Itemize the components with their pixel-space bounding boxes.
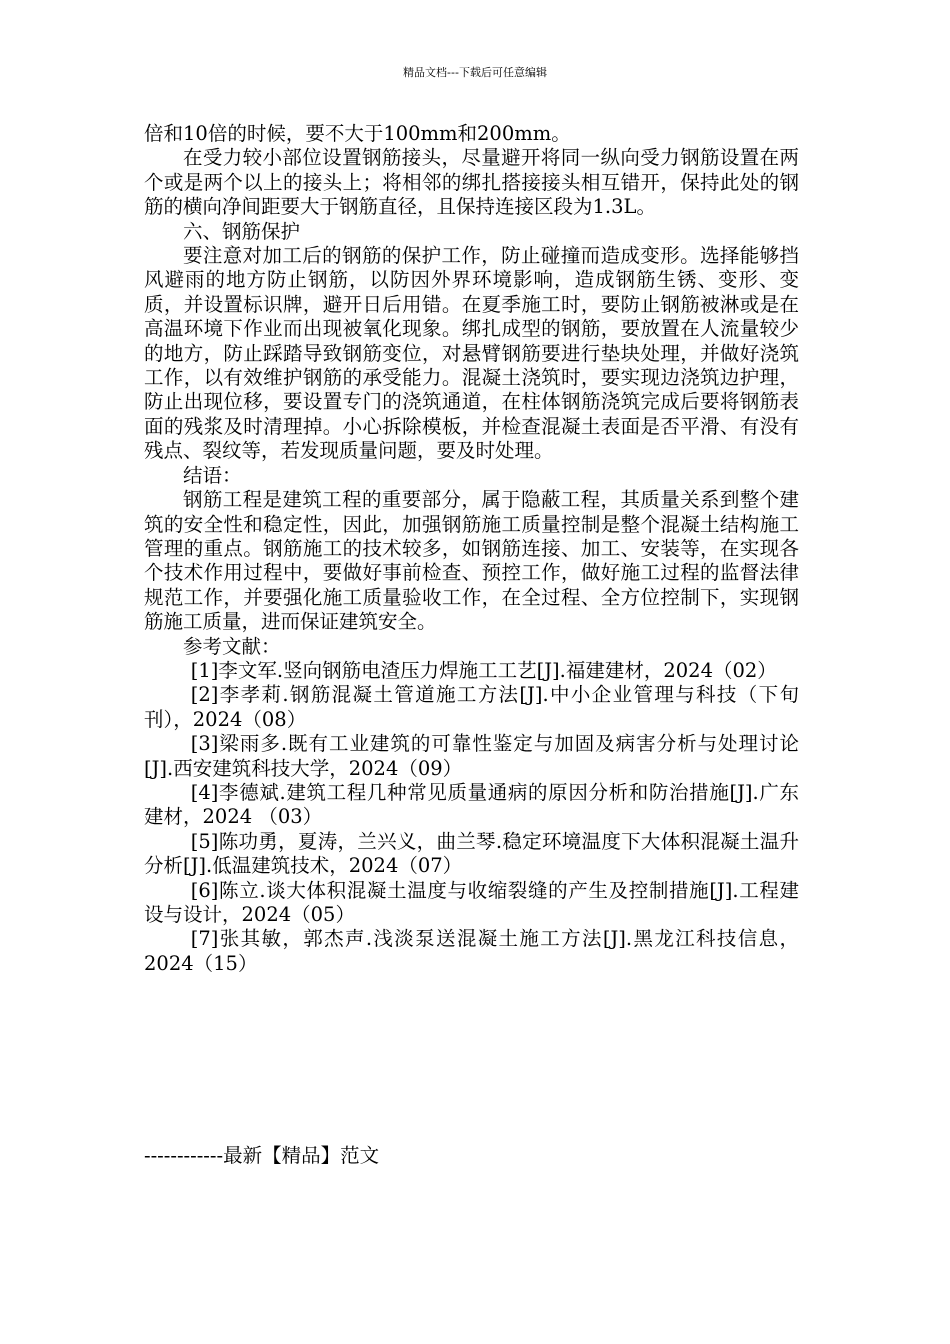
paragraph: 在受力较小部位设置钢筋接头，尽量避开将同一纵向受力钢筋设置在两个或是两个以上的接头上；将相邻的绑扎搭接接头相互错开，保持此处的钢筋的横向净间距要大于钢筋直径，且保持连接区段为1.3L。 xyxy=(144,146,799,219)
reference-item: [4]李德斌.建筑工程几种常见质量通病的原因分析和防治措施[J].广东建材，2024 （03） xyxy=(144,780,799,829)
reference-item: [2]李孝莉.钢筋混凝土管道施工方法[J].中小企业管理与科技（下旬刊），2024（08） xyxy=(144,683,799,731)
references-heading: 参考文献： xyxy=(183,634,281,658)
section-heading: 六、钢筋保护 xyxy=(183,219,301,243)
paragraph: 要注意对加工后的钢筋的保护工作，防止碰撞而造成变形。选择能够挡风避雨的地方防止钢筋，以防因外界环境影响，造成钢筋生锈、变形、变质，并设置标识牌，避开日后用错。在夏季施工时，要防止钢筋被淋或是在高温环境下作业而出现被氧化现象。绑扎成型的钢筋，要放置在人流量较少的地方，防止踩踏导致钢筋变位，对悬臂钢筋要进行垫块处理，并做好浇筑工作，以有效维护钢筋的承受能力。混凝土浇筑时，要实现边浇筑边护理，防止出现位移，要设置专门的浇筑通道，在柱体钢筋浇筑完成后要将钢筋表面的残浆及时清理掉。小心拆除模板，并检查混凝土表面是否平滑、有没有残点、裂纹等，若发现质量问题，要及时处理。 xyxy=(144,244,799,463)
reference-item: [1]李文军.竖向钢筋电渣压力焊施工工艺[J].福建建材，2024（02） xyxy=(190,658,777,682)
section-heading: 结语： xyxy=(183,463,242,487)
paragraph: 倍和10倍的时候，要不大于100mm和200mm。 xyxy=(144,122,571,145)
reference-item: [7]张其敏，郭杰声.浅淡泵送混凝土施工方法[J].黑龙江科技信息，2024（15） xyxy=(144,927,799,975)
document-body xyxy=(144,122,799,976)
page-footer: ------------最新【精品】范文 xyxy=(144,1144,380,1167)
reference-item: [3]梁雨多.既有工业建筑的可靠性鉴定与加固及病害分析与处理讨论[J].西安建筑科技大学，2024（09） xyxy=(144,732,799,780)
reference-item: [5]陈功勇，夏涛，兰兴义，曲兰琴.稳定环境温度下大体积混凝土温升分析[J].低温建筑技术，2024（07） xyxy=(144,829,799,878)
reference-item: [6]陈立.谈大体积混凝土温度与收缩裂缝的产生及控制措施[J].工程建设与设计，2024（05） xyxy=(144,878,799,926)
paragraph: 钢筋工程是建筑工程的重要部分，属于隐蔽工程，其质量关系到整个建筑的安全性和稳定性，因此，加强钢筋施工质量控制是整个混凝土结构施工管理的重点。钢筋施工的技术较多，如钢筋连接、加工、安装等，在实现各个技术作用过程中，要做好事前检查、预控工作，做好施工过程的监督法律规范工作，并要强化施工质量验收工作，在全过程、全方位控制下，实现钢筋施工质量，进而保证建筑安全。 xyxy=(144,488,799,634)
page-header: 精品文档---下载后可任意编辑 xyxy=(403,66,547,79)
